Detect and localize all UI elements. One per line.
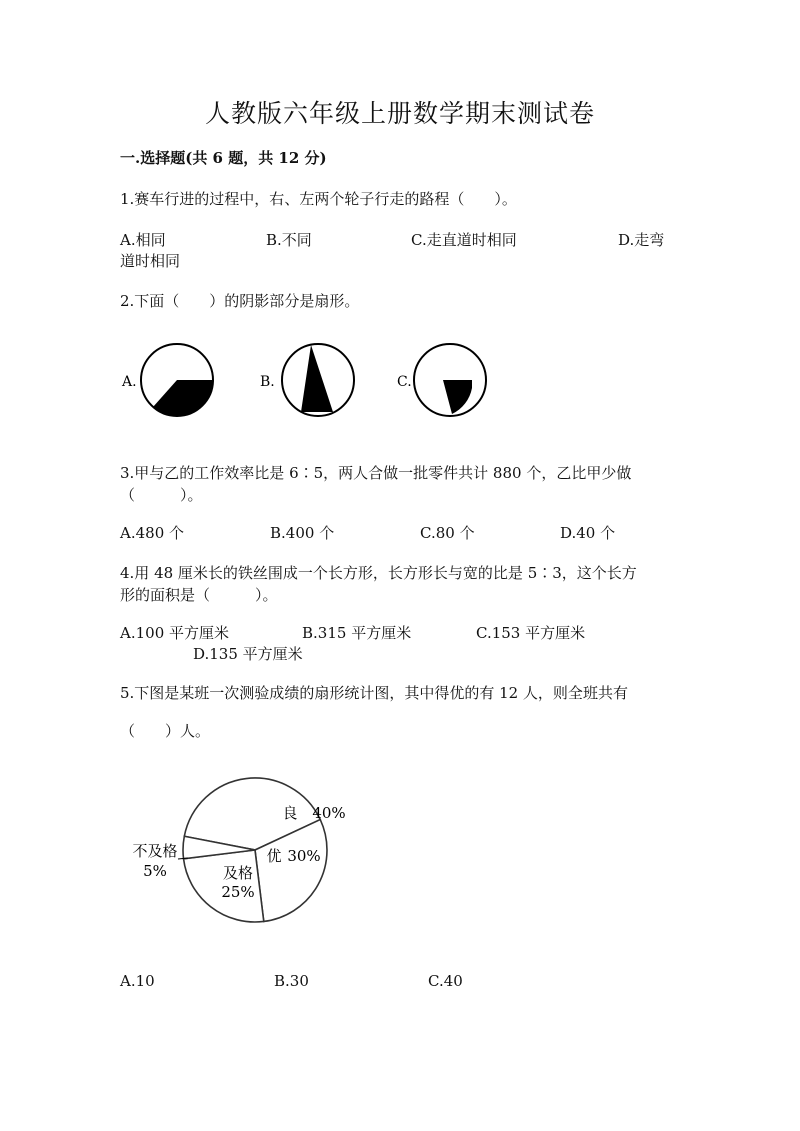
q5-option-a: A.10 (120, 972, 155, 990)
q4-option-d: D.135 平方厘米 (193, 645, 303, 663)
question-1-stem: 1.赛车行进的过程中，右、左两个轮子行走的路程（ ）。 (120, 190, 517, 208)
figure-a-label: A. (122, 374, 137, 390)
section-heading: 一.选择题(共 6 题，共 12 分) (120, 149, 327, 167)
q5-pie-chart (110, 770, 370, 930)
q3-option-d: D.40 个 (560, 524, 616, 542)
q5-option-c: C.40 (428, 972, 463, 990)
q2-figures (115, 340, 515, 425)
figure-b (282, 344, 354, 416)
question-5-stem-line1: 5.下图是某班一次测验成绩的扇形统计图，其中得优的有 12 人，则全班共有 (120, 684, 628, 702)
figure-c (414, 344, 486, 416)
q3-option-b: B.400 个 (270, 524, 335, 542)
slice-value-pass: 25% (221, 883, 255, 901)
figure-b-label: B. (260, 374, 275, 390)
figure-c-label: C. (397, 374, 412, 390)
q4-option-b: B.315 平方厘米 (302, 624, 412, 642)
question-4-stem-line1: 4.用 48 厘米长的铁丝围成一个长方形，长方形长与宽的比是 5∶3，这个长方 (120, 564, 637, 582)
question-4-stem-line2: 形的面积是（ ）。 (120, 586, 278, 604)
q4-option-c: C.153 平方厘米 (476, 624, 586, 642)
q3-option-c: C.80 个 (420, 524, 475, 542)
q4-option-a: A.100 平方厘米 (120, 624, 229, 642)
slice-label-excellent: 优 (266, 847, 282, 865)
slice-label-fail: 不及格 (132, 842, 178, 860)
figure-a (141, 344, 213, 416)
question-5-stem-line2: （ ）人。 (120, 722, 211, 740)
slice-value-fail: 5% (143, 862, 167, 880)
q5-option-b: B.30 (274, 972, 309, 990)
q1-option-d-wrap: 道时相同 (120, 252, 181, 270)
q1-option-b: B.不同 (266, 231, 312, 249)
q1-option-a: A.相同 (120, 231, 166, 249)
question-2-stem: 2.下面（ ）的阴影部分是扇形。 (120, 292, 360, 310)
question-3-stem-line2: （ ）。 (120, 486, 203, 504)
slice-value-good: 40% (312, 804, 346, 822)
q1-option-c: C.走直道时相同 (411, 231, 517, 249)
q1-option-d: D.走弯 (618, 231, 665, 249)
slice-value-excellent: 30% (287, 847, 321, 865)
slice-label-good: 良 (282, 804, 298, 822)
slice-label-pass: 及格 (222, 864, 254, 882)
q3-option-a: A.480 个 (120, 524, 184, 542)
question-3-stem-line1: 3.甲与乙的工作效率比是 6∶5，两人合做一批零件共计 880 个，乙比甲少做 (120, 464, 632, 482)
page-title: 人教版六年级上册数学期末测试卷 (204, 99, 595, 128)
